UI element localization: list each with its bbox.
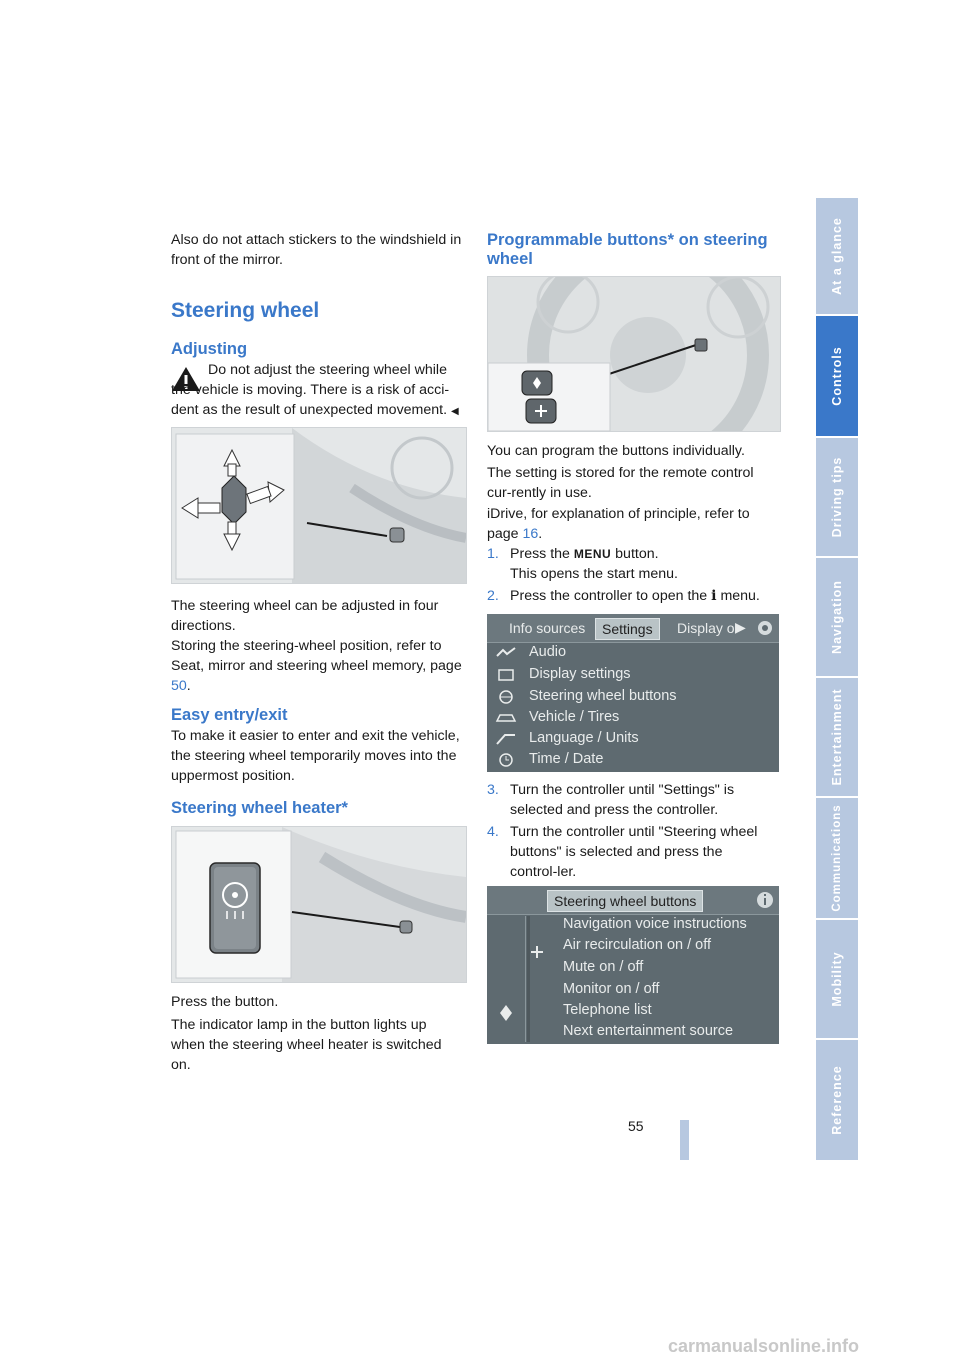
heater-heading: Steering wheel heater* <box>171 799 348 817</box>
heater-text-1: Press the button. <box>171 994 279 1010</box>
easy-entry-text: To make it easier to enter and exit the vehicle, the steering wheel temporarily moves into the uppermost position. <box>171 728 460 784</box>
screen-info-icon <box>755 890 775 910</box>
tab-communications[interactable]: Communications <box>816 798 858 920</box>
option-air-recirculation[interactable]: Air recirculation on / off <box>563 937 712 953</box>
step-2: 2. Press the controller to open the i menu. <box>487 588 760 604</box>
tab-controls[interactable]: Controls <box>816 316 858 438</box>
plus-button-icon <box>529 944 545 960</box>
programmable-buttons-figure <box>487 276 781 432</box>
heater-text-2: The indicator lamp in the button lights up when the steering wheel heater is switched on. <box>171 1017 442 1073</box>
tab-mobility[interactable]: Mobility <box>816 920 858 1040</box>
steering-wheel-icon <box>495 690 517 704</box>
display-icon <box>495 668 517 682</box>
adjust-caption-2: Storing the steering-wheel position, refer to Seat, mirror and steering wheel memory, page 50. <box>171 638 462 694</box>
intro-text: Also do not attach stickers to the windshield in front of the mirror. <box>171 232 462 268</box>
menu-item-time-date[interactable]: Time / Date <box>529 751 604 767</box>
section-title: Steering wheel <box>171 299 320 322</box>
screen-title-steering-wheel-buttons: Steering wheel buttons <box>547 890 703 912</box>
menu-item-display-settings[interactable]: Display settings <box>529 666 631 682</box>
diamond-button-icon <box>499 1004 513 1022</box>
menu-item-steering-wheel-buttons[interactable]: Steering wheel buttons <box>529 688 677 704</box>
settings-menu-screen <box>487 614 779 772</box>
programmable-p3: iDrive, for explanation of principle, refer to page 16. <box>487 506 750 542</box>
menu-item-language-units[interactable]: Language / Units <box>529 730 639 746</box>
programmable-heading: Programmable buttons* on steering wheel <box>487 231 768 268</box>
info-icon: i <box>711 588 717 604</box>
page-marker-bar <box>680 1120 689 1160</box>
option-next-entertainment[interactable]: Next entertainment source <box>563 1023 734 1039</box>
screen-controller-icon <box>755 618 775 638</box>
page-number: 55 <box>628 1118 644 1134</box>
page-link-16[interactable]: 16 <box>522 526 539 542</box>
menu-item-audio[interactable]: Audio <box>529 644 567 660</box>
tab-reference[interactable]: Reference <box>816 1040 858 1162</box>
tab-entertainment[interactable]: Entertainment <box>816 678 858 798</box>
screen-arrow-right-icon: ▶ <box>735 619 746 635</box>
adjusting-heading: Adjusting <box>171 340 248 358</box>
tab-at-a-glance[interactable]: At a glance <box>816 198 858 316</box>
steering-buttons-screen <box>487 886 779 1044</box>
option-monitor[interactable]: Monitor on / off <box>563 981 660 997</box>
step-3: 3. Turn the controller until "Settings" is selected and press the controller. <box>487 782 735 818</box>
audio-icon <box>495 646 517 660</box>
screen-tab-settings[interactable]: Settings <box>595 618 660 640</box>
screen-tab-display[interactable]: Display o <box>677 620 735 636</box>
programmable-p2: The setting is stored for the remote control cur-rently in use. <box>487 465 754 501</box>
easy-entry-heading: Easy entry/exit <box>171 706 288 724</box>
language-icon <box>495 732 517 746</box>
vehicle-icon <box>495 711 517 725</box>
heater-figure <box>171 826 467 983</box>
adjusting-warning: Do not adjust the steering wheel while the vehicle is moving. There is a risk of acci-dent as the result of unexpected movement. ◀ <box>171 362 459 418</box>
footer-watermark: carmanualsonline.info <box>668 1336 860 1356</box>
tab-driving-tips[interactable]: Driving tips <box>816 438 858 558</box>
option-telephone-list[interactable]: Telephone list <box>563 1002 652 1018</box>
step-4: 4. Turn the controller until "Steering wheel buttons" is selected and press the control-ler. <box>487 824 758 880</box>
option-navigation-voice[interactable]: Navigation voice instructions <box>563 916 747 932</box>
programmable-p1: You can program the buttons individually. <box>487 443 745 459</box>
tab-navigation[interactable]: Navigation <box>816 558 858 678</box>
menu-key-label: MENU <box>573 547 612 561</box>
clock-icon <box>495 753 517 767</box>
screen-tab-info-sources[interactable]: Info sources <box>509 620 586 636</box>
step-1: 1. Press the MENU button. This opens the start menu. <box>487 546 678 582</box>
option-mute[interactable]: Mute on / off <box>563 959 644 975</box>
adjust-caption-1: The steering wheel can be adjusted in four directions. <box>171 598 439 634</box>
menu-item-vehicle-tires[interactable]: Vehicle / Tires <box>529 709 620 725</box>
page-link-50[interactable]: 50 <box>171 678 187 694</box>
steering-adjust-figure <box>171 427 467 584</box>
